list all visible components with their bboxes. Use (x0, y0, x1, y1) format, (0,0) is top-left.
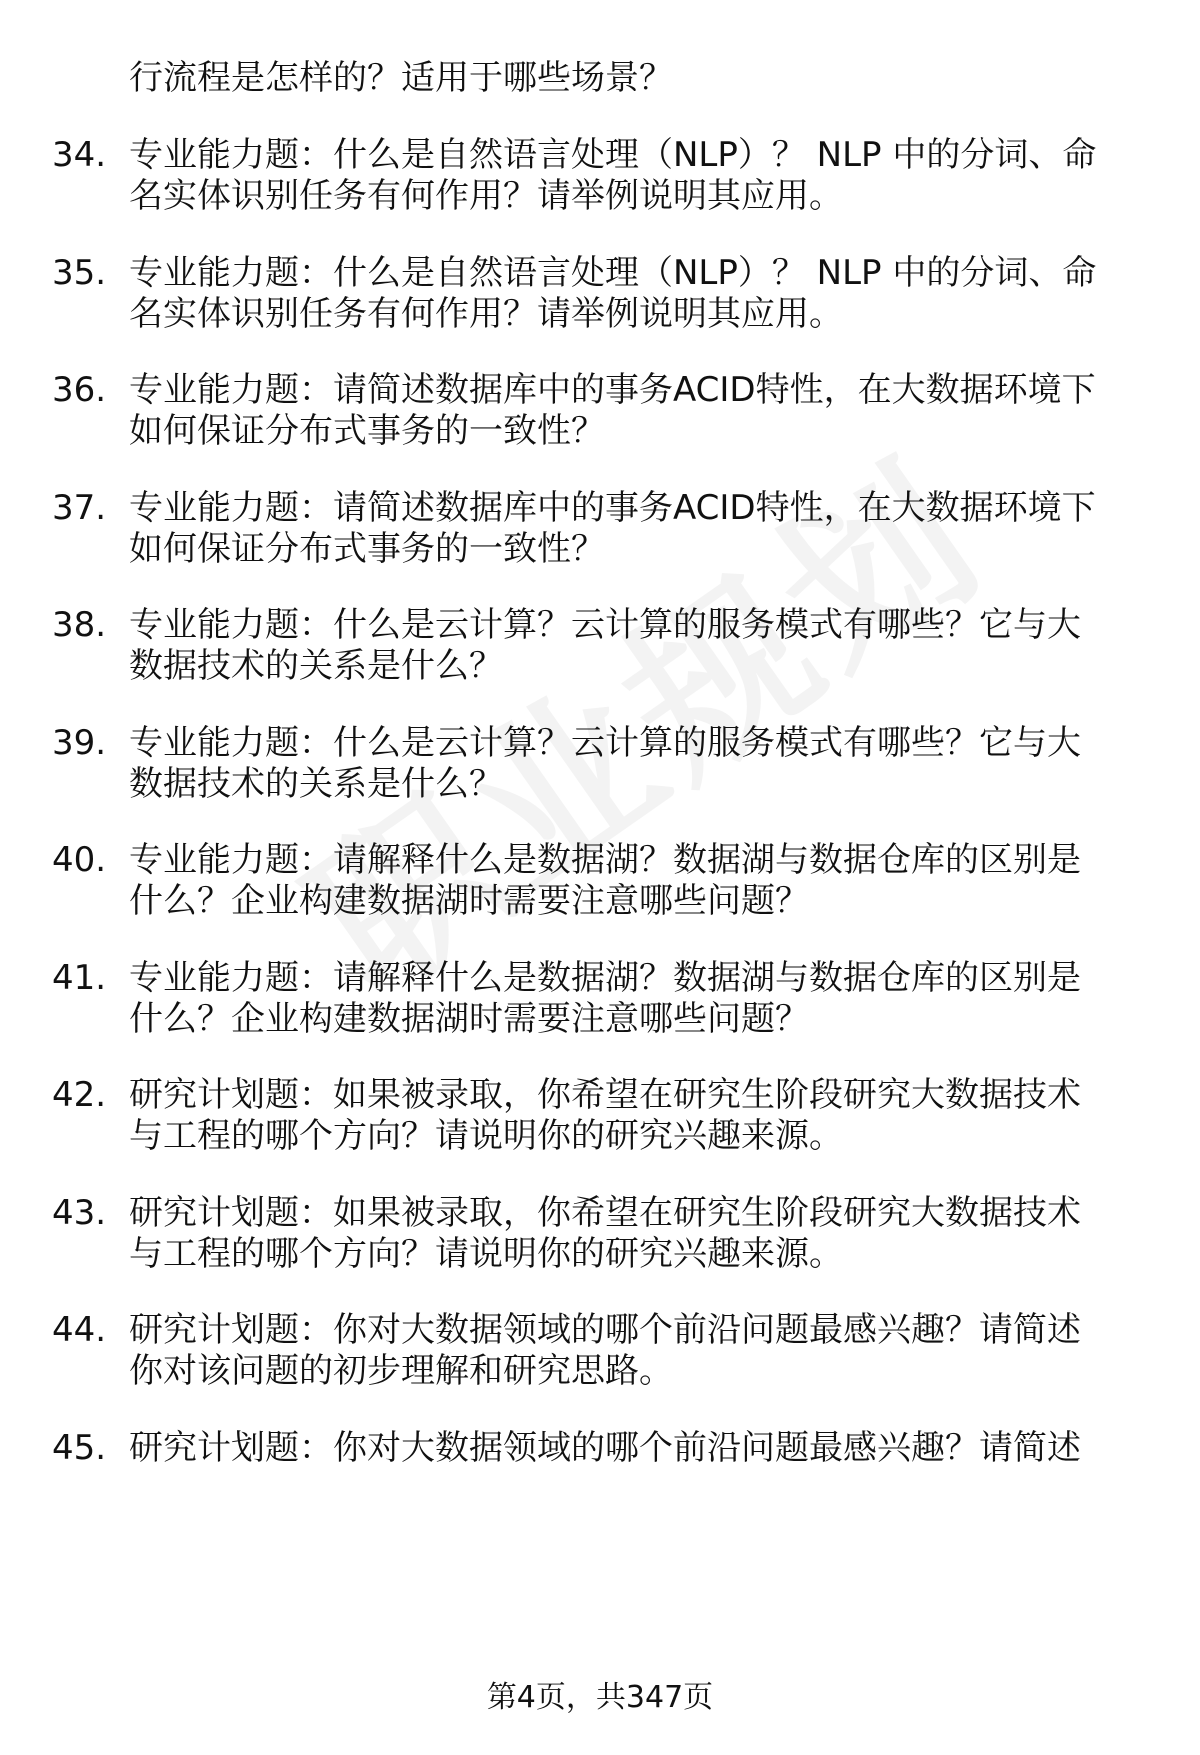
question-text-line2: 数据技术的关系是什么？ (129, 764, 503, 804)
question-text-line2: 与工程的哪个方向？请说明你的研究兴趣来源。 (129, 1234, 843, 1274)
question-text-line1: 专业能力题：请简述数据库中的事务ACID特性，在大数据环境下 (129, 488, 1096, 528)
question-text-line1: 专业能力题：什么是自然语言处理（NLP）？ NLP 中的分词、命 (129, 253, 1097, 293)
page-footer: 第4页，共347页 (486, 1680, 714, 1715)
question-text-line2: 与工程的哪个方向？请说明你的研究兴趣来源。 (129, 1116, 843, 1156)
question-text-line1: 专业能力题：什么是云计算？云计算的服务模式有哪些？它与大 (129, 605, 1081, 645)
question-text-line2: 如何保证分布式事务的一致性？ (129, 529, 605, 569)
continued-question-line: 行流程是怎样的？适用于哪些场景？ (129, 58, 673, 98)
question-text-line1: 研究计划题：你对大数据领域的哪个前沿问题最感兴趣？请简述 (129, 1310, 1081, 1350)
question-text-line1: 专业能力题：请解释什么是数据湖？数据湖与数据仓库的区别是 (129, 840, 1081, 880)
question-text-line1: 研究计划题：你对大数据领域的哪个前沿问题最感兴趣？请简述 (129, 1428, 1081, 1468)
question-text-line1: 专业能力题：请解释什么是数据湖？数据湖与数据仓库的区别是 (129, 958, 1081, 998)
question-number: 41. (52, 958, 107, 998)
question-number: 44. (52, 1310, 107, 1350)
question-number: 43. (52, 1193, 107, 1233)
question-number: 42. (52, 1075, 107, 1115)
question-text-line2: 什么？企业构建数据湖时需要注意哪些问题？ (129, 881, 809, 921)
question-text-line2: 如何保证分布式事务的一致性？ (129, 411, 605, 451)
question-number: 36. (52, 370, 107, 410)
question-number: 37. (52, 488, 107, 528)
question-number: 34. (52, 135, 107, 175)
question-text-line1: 专业能力题：请简述数据库中的事务ACID特性，在大数据环境下 (129, 370, 1096, 410)
question-text-line2: 什么？企业构建数据湖时需要注意哪些问题？ (129, 999, 809, 1039)
question-text-line1: 专业能力题：什么是云计算？云计算的服务模式有哪些？它与大 (129, 723, 1081, 763)
question-number: 38. (52, 605, 107, 645)
question-text-line1: 专业能力题：什么是自然语言处理（NLP）？ NLP 中的分词、命 (129, 135, 1097, 175)
question-number: 45. (52, 1428, 107, 1468)
question-number: 39. (52, 723, 107, 763)
question-number: 35. (52, 253, 107, 293)
question-text-line2: 名实体识别任务有何作用？请举例说明其应用。 (129, 176, 843, 216)
question-text-line2: 你对该问题的初步理解和研究思路。 (129, 1351, 673, 1391)
question-text-line1: 研究计划题：如果被录取，你希望在研究生阶段研究大数据技术 (129, 1193, 1081, 1233)
question-number: 40. (52, 840, 107, 880)
question-text-line2: 数据技术的关系是什么？ (129, 646, 503, 686)
question-text-line2: 名实体识别任务有何作用？请举例说明其应用。 (129, 294, 843, 334)
question-text-line1: 研究计划题：如果被录取，你希望在研究生阶段研究大数据技术 (129, 1075, 1081, 1115)
